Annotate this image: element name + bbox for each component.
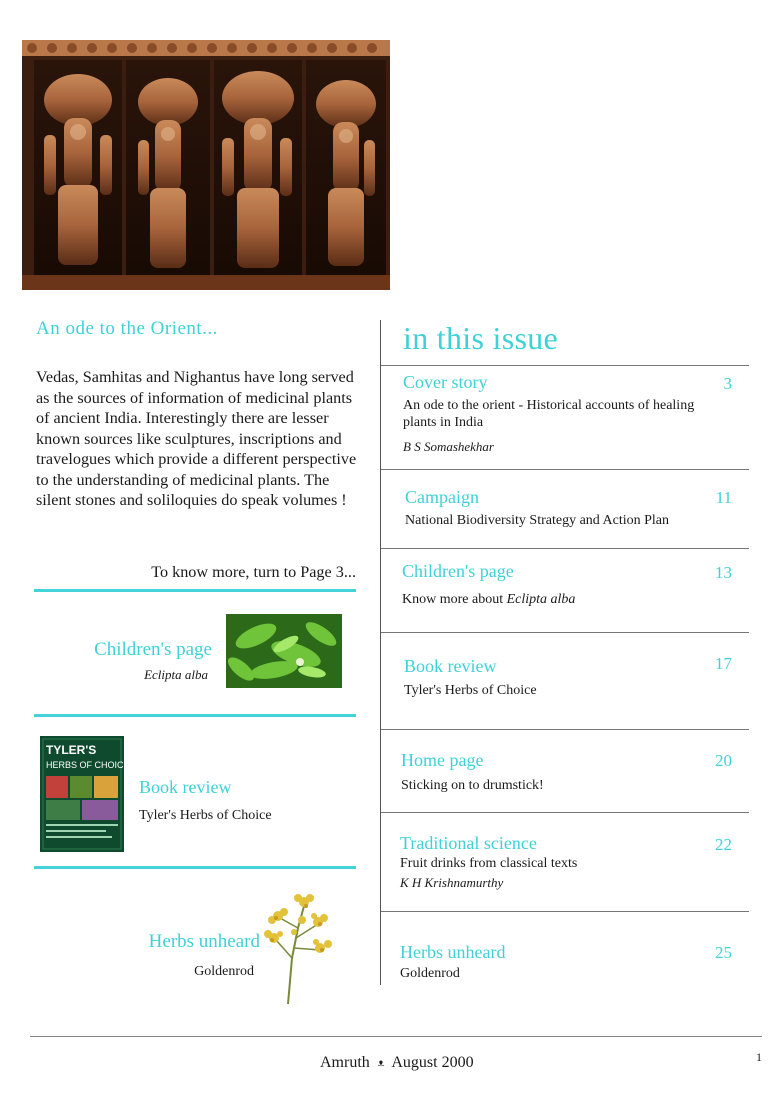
footer-divider <box>30 1036 762 1037</box>
feature-body: Vedas, Samhitas and Nighantus have long served as the sources of information of medicinal plants of ancient India. Interestingly there are lesser known sources like sculptures, inscriptions and travelogues which provide a different perspective to the understanding of medicinal plants. The silent stones and soliloquies do speak volumes ! <box>36 368 357 509</box>
toc-item-home-page[interactable]: Home page <box>401 750 484 770</box>
toc-item-page: 22 <box>715 835 732 854</box>
book-cover-image <box>40 736 124 852</box>
toc-item-childrens-page[interactable]: Children's page <box>402 561 514 581</box>
toc-item-description-text: Know more about <box>402 592 507 607</box>
toc-item-description: An ode to the orient - Historical accounts of healing plants in India <box>403 398 695 430</box>
divider <box>34 589 356 592</box>
toc-divider <box>381 632 749 633</box>
book-cover-title: TYLER'S <box>46 743 97 757</box>
issue-date: August 2000 <box>391 1054 474 1071</box>
toc-item-cover-story[interactable] <box>403 372 488 393</box>
children-page-title[interactable]: Children's page <box>94 639 212 660</box>
toc-item-author: K H Krishnamurthy <box>400 875 504 890</box>
herbs-unheard-title[interactable]: Herbs unheard <box>148 931 260 952</box>
toc-item-campaign[interactable]: Campaign <box>405 487 479 507</box>
toc-divider <box>381 729 749 730</box>
footer <box>320 1054 474 1072</box>
toc-item-herbs-unheard[interactable]: Herbs unheard <box>400 942 506 962</box>
feature-more-link[interactable]: To know more, turn to Page 3... <box>151 563 356 581</box>
toc-item-description: National Biodiversity Strategy and Action Plan <box>405 513 670 528</box>
toc-item-description: Tyler's Herbs of Choice <box>404 683 537 698</box>
eclipta-alba-photo <box>226 614 342 688</box>
children-page-subtitle: Eclipta alba <box>144 667 208 682</box>
toc-item-title[interactable]: Cover story <box>403 372 488 392</box>
divider <box>34 866 356 869</box>
magazine-name: Amruth <box>320 1054 370 1071</box>
toc-item-author: B S Somashekhar <box>403 439 494 454</box>
toc-item-page: 20 <box>715 751 732 770</box>
toc-item-description-italic: Eclipta alba <box>506 592 576 607</box>
toc-divider <box>381 911 749 912</box>
toc-item-page: 13 <box>715 563 732 582</box>
toc-item-description <box>402 591 717 608</box>
toc-item-page: 25 <box>715 943 732 962</box>
temple-sculpture-photo <box>22 40 390 290</box>
book-review-subtitle: Tyler's Herbs of Choice <box>139 808 272 823</box>
toc-divider <box>381 365 749 366</box>
toc-divider <box>381 812 749 813</box>
goldenrod-flower-image <box>258 888 338 1006</box>
magazine-logo-icon: ᴥ <box>377 1055 385 1069</box>
book-review-title[interactable]: Book review <box>139 777 232 797</box>
toc-item-traditional-science[interactable]: Traditional science <box>400 833 537 853</box>
page-number: 1 <box>756 1050 762 1064</box>
toc-item-page: 17 <box>715 654 732 673</box>
column-divider <box>380 320 381 985</box>
toc-item-description: Sticking on to drumstick! <box>401 778 544 793</box>
toc-heading: in this issue <box>403 320 559 356</box>
toc-item-description: Fruit drinks from classical texts <box>400 856 578 871</box>
divider <box>34 714 356 717</box>
toc-item-book-review[interactable]: Book review <box>404 656 497 676</box>
feature-title: An ode to the Orient... <box>36 318 218 339</box>
toc-item-description: Goldenrod <box>400 966 460 981</box>
toc-divider <box>381 469 749 470</box>
book-cover-subtitle: HERBS OF CHOICE <box>46 760 124 770</box>
toc-item-page: 11 <box>715 488 732 507</box>
toc-item-page: 3 <box>723 374 732 393</box>
herbs-unheard-subtitle: Goldenrod <box>194 964 254 979</box>
toc-divider <box>381 548 749 549</box>
